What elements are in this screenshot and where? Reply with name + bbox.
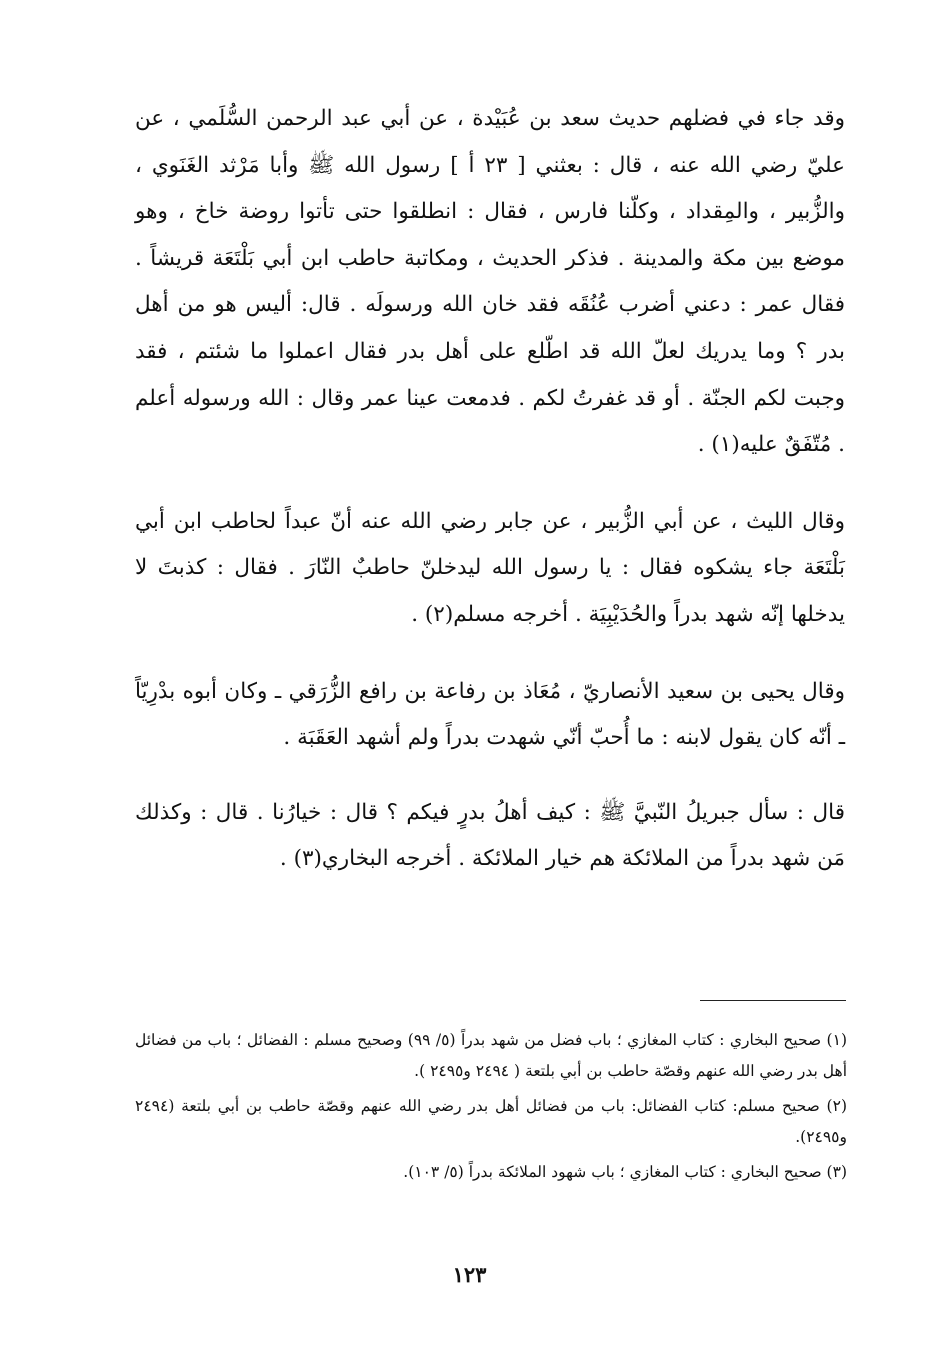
- footnote-3: (٣) صحيح البخاري : كتاب المغازي ؛ باب شهود الملائكة بدراً (٥/ ١٠٣).: [403, 1163, 847, 1181]
- footnote-2: (٢) صحيح مسلم: كتاب الفضائل: باب من فضائل أهل بدر رضي الله عنهم وقصّة حاطب بن أبي بلتعة (٢٤٩٤ و٢٤٩٥).: [135, 1097, 848, 1146]
- footnote-divider: [700, 1000, 846, 1001]
- page-number: ١٢٣: [452, 1262, 487, 1287]
- paragraph-yahya-hadith: وقال يحيى بن سعيد الأنصاريّ ، مُعَاذ بن رفاعة بن رافع الزُّرَقي ـ وكان أبوه بدْرِيّاً ـ أنّه كان يقول لابنه : ما أُحبّ أنّي شهدت بدراً ولم أشهد العَقَبَة .: [135, 678, 845, 751]
- footnote-1: (١) صحيح البخاري : كتاب المغازي ؛ باب فضل من شهد بدراً (٥/ ٩٩) وصحيح مسلم : الفضائل ؛ باب من فضائل أهل بدر رضي الله عنهم وقصّة حاطب بن أبي بلتعة ( ٢٤٩٤ و٢٤٩٥ ).: [135, 1031, 847, 1080]
- paragraph-jibril-hadith: قال : سأل جبريلُ النّبيَّ ﷺ : كيف أهلُ بدرٍ فيكم ؟ قال : خيارُنا . قال : وكذلك مَن شهد بدراً من الملائكة هم خيار الملائكة . أخرجه البخاري(٣) .: [135, 799, 845, 872]
- paragraph-saad-hadith: وقد جاء في فضلهم حديث سعد بن عُبَيْدة ، عن أبي عبد الرحمن السُّلَمي ، عن عليّ رضي الله عنه ، قال : بعثني [ ٢٣ أ ] رسول الله ﷺ وأبا مَرْثد الغَنَوي ، والزُّبير ، والمِقداد ، وكلّنا فارس ، فقال : انطلقوا حتى تأتوا روضة خاخ ، وهو موضع بين مكة والمدينة . فذكر الحديث ، ومكاتبة حاطب ابن أبي بَلْتَعَة قريشاً . فقال عمر : دعني أضرب عُنُقَه فقد خان الله ورسولَه . قال: أليس هو من أهل بدر ؟ وما يدريك لعلّ الله قد اطّلع على أهل بدر فقال اعملوا ما شئتم ، فقد وجبت لكم الجنّة . أو قد غفرتُ لكم . فدمعت عينا عمر وقال : الله ورسوله أعلم . مُتّفَقٌ عليه(١) .: [135, 106, 846, 458]
- footnotes: [135, 1025, 847, 1192]
- main-text: [135, 96, 845, 883]
- paragraph-laith-hadith: وقال الليث ، عن أبي الزُّبير ، عن جابر رضي الله عنه أنّ عبداً لحاطب ابن أبي بَلْتَعَة جاء يشكوه فقال : يا رسول الله ليدخلنّ حاطبٌ النّارَ . فقال : كذبتَ لا يدخلها إنّه شهد بدراً والحُدَيْبِيَة . أخرجه مسلم(٢) .: [135, 508, 845, 627]
